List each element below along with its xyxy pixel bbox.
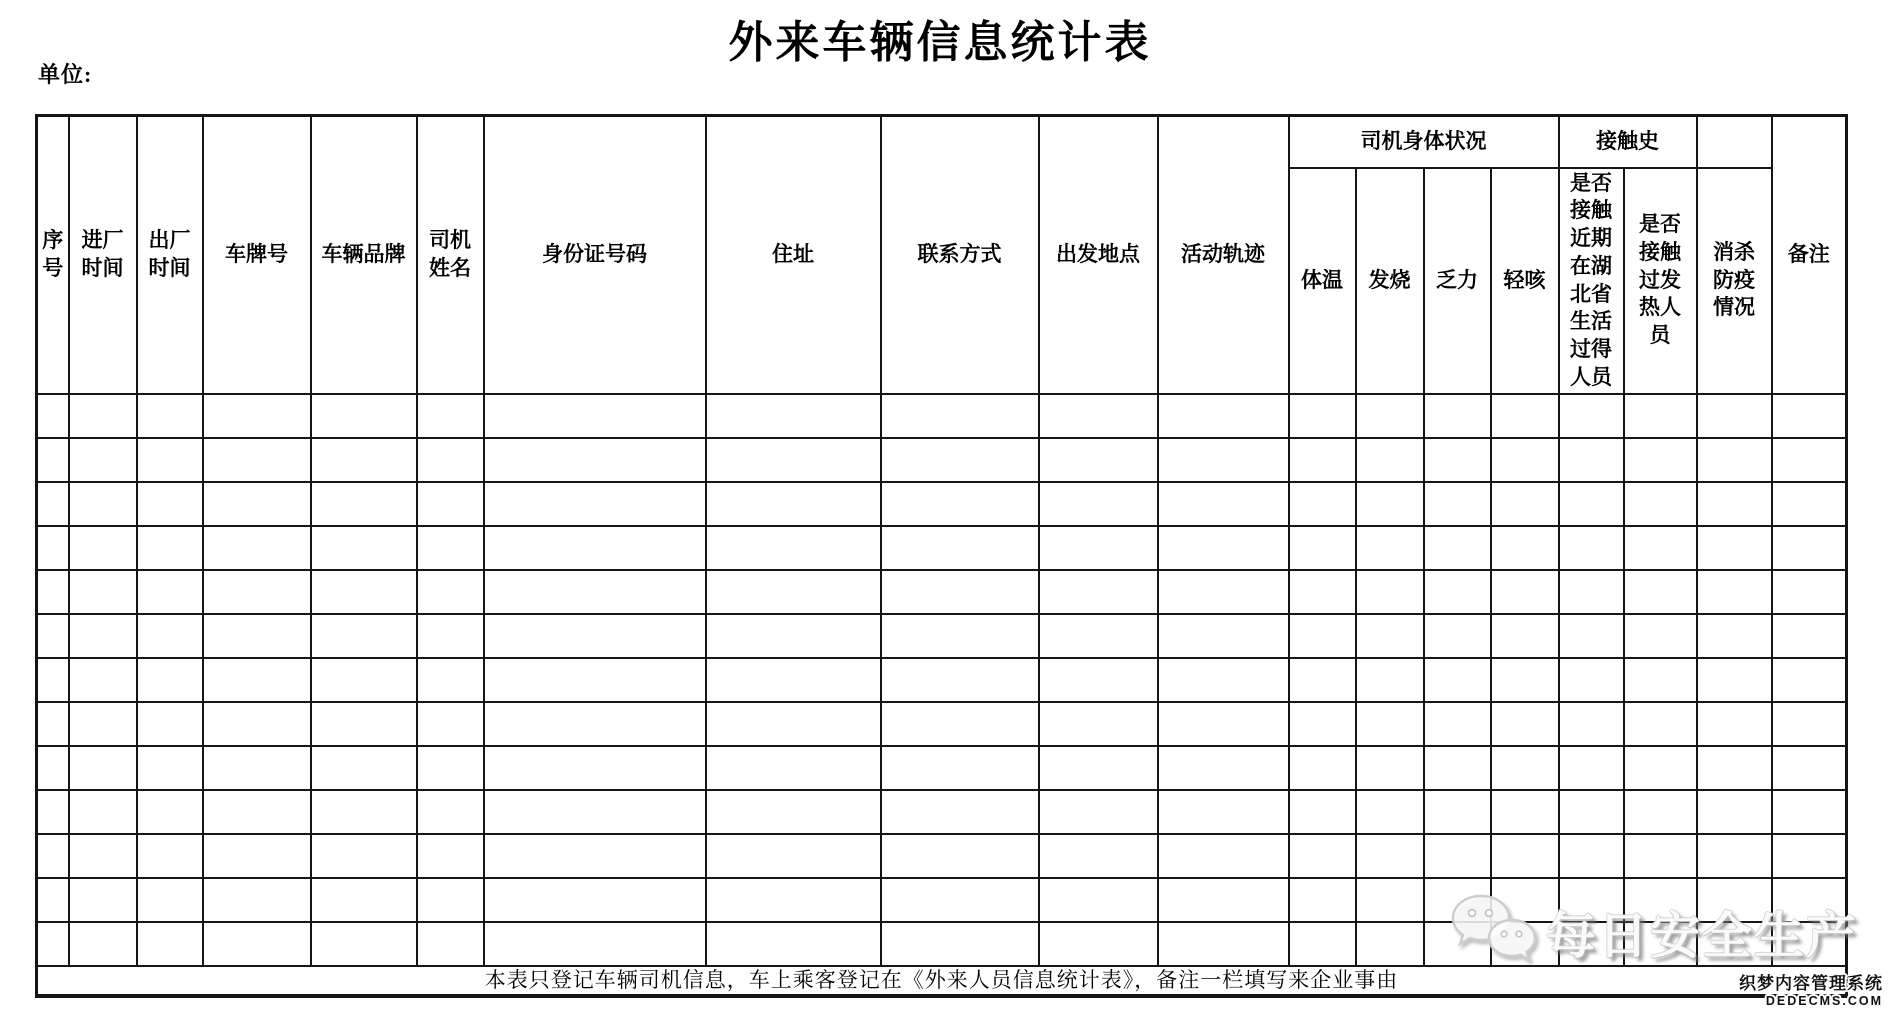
- data-cell-activity-track: [1158, 658, 1289, 702]
- data-cell-cough: [1491, 570, 1559, 614]
- data-cell-vehicle-brand: [311, 746, 417, 790]
- data-cell-vehicle-brand: [311, 614, 417, 658]
- data-cell-hubei-contact: [1559, 658, 1624, 702]
- column-header-remarks: 备注: [1772, 116, 1847, 394]
- data-cell-fever-contact: [1624, 834, 1697, 878]
- data-cell-driver-name: [417, 438, 484, 482]
- data-cell-address: [706, 746, 881, 790]
- data-cell-fatigue: [1424, 702, 1491, 746]
- data-row: [37, 790, 1847, 834]
- data-cell-plate-number: [203, 790, 311, 834]
- data-cell-fatigue: [1424, 834, 1491, 878]
- column-header-plate-number: 车牌号: [203, 116, 311, 394]
- data-cell-exit-time: [137, 746, 203, 790]
- data-cell-cough: [1491, 746, 1559, 790]
- data-cell-disinfection: [1697, 702, 1772, 746]
- data-cell-address: [706, 834, 881, 878]
- data-cell-vehicle-brand: [311, 702, 417, 746]
- data-cell-id-number: [484, 878, 706, 922]
- data-cell-fever: [1356, 570, 1424, 614]
- data-cell-id-number: [484, 394, 706, 438]
- data-cell-hubei-contact: [1559, 878, 1624, 922]
- data-cell-disinfection: [1697, 438, 1772, 482]
- data-cell-plate-number: [203, 614, 311, 658]
- data-cell-activity-track: [1158, 746, 1289, 790]
- data-cell-driver-name: [417, 922, 484, 966]
- data-cell-fever: [1356, 482, 1424, 526]
- data-cell-driver-name: [417, 394, 484, 438]
- data-cell-temperature: [1289, 790, 1356, 834]
- data-row: [37, 482, 1847, 526]
- data-cell-entry-time: [69, 702, 137, 746]
- data-cell-entry-time: [69, 746, 137, 790]
- data-cell-remarks: [1772, 922, 1847, 966]
- data-cell-id-number: [484, 790, 706, 834]
- data-cell-exit-time: [137, 614, 203, 658]
- column-header-disinfection-label: 消杀防疫情况: [1713, 239, 1755, 320]
- data-cell-vehicle-brand: [311, 878, 417, 922]
- data-row: [37, 746, 1847, 790]
- data-cell-cough: [1491, 394, 1559, 438]
- column-header-fever-contact-label: 是否接触过发热人员: [1639, 212, 1681, 348]
- data-cell-seq: [37, 438, 69, 482]
- group-header-driver-health: 司机身体状况: [1289, 116, 1559, 168]
- data-row: [37, 922, 1847, 966]
- data-cell-contact: [881, 614, 1039, 658]
- data-cell-vehicle-brand: [311, 658, 417, 702]
- data-cell-seq: [37, 746, 69, 790]
- data-cell-temperature: [1289, 394, 1356, 438]
- data-cell-fatigue: [1424, 746, 1491, 790]
- column-header-cough: 轻咳: [1491, 168, 1559, 394]
- empty-header-cell: [1697, 116, 1772, 168]
- table-footer: [37, 966, 1847, 996]
- data-cell-fever-contact: [1624, 922, 1697, 966]
- data-cell-hubei-contact: [1559, 702, 1624, 746]
- data-cell-address: [706, 702, 881, 746]
- data-cell-plate-number: [203, 834, 311, 878]
- data-cell-cough: [1491, 878, 1559, 922]
- data-cell-departure-place: [1039, 702, 1158, 746]
- data-cell-exit-time: [137, 834, 203, 878]
- data-cell-fatigue: [1424, 878, 1491, 922]
- data-cell-contact: [881, 746, 1039, 790]
- data-cell-vehicle-brand: [311, 482, 417, 526]
- data-cell-fever-contact: [1624, 438, 1697, 482]
- data-cell-remarks: [1772, 526, 1847, 570]
- data-cell-fever: [1356, 438, 1424, 482]
- data-cell-hubei-contact: [1559, 746, 1624, 790]
- data-cell-entry-time: [69, 614, 137, 658]
- data-cell-temperature: [1289, 526, 1356, 570]
- data-cell-contact: [881, 878, 1039, 922]
- column-header-seq: 序号: [37, 116, 69, 394]
- data-cell-fatigue: [1424, 570, 1491, 614]
- footer-note: 本表只登记车辆司机信息，车上乘客登记在《外来人员信息统计表》，备注一栏填写来企业事由: [37, 966, 1847, 996]
- data-cell-disinfection: [1697, 526, 1772, 570]
- data-cell-cough: [1491, 702, 1559, 746]
- data-cell-hubei-contact: [1559, 790, 1624, 834]
- data-cell-fatigue: [1424, 922, 1491, 966]
- data-cell-entry-time: [69, 834, 137, 878]
- data-cell-fatigue: [1424, 614, 1491, 658]
- column-header-activity-track: 活动轨迹: [1158, 116, 1289, 394]
- data-cell-activity-track: [1158, 790, 1289, 834]
- data-cell-departure-place: [1039, 790, 1158, 834]
- data-cell-fever-contact: [1624, 702, 1697, 746]
- data-cell-fatigue: [1424, 526, 1491, 570]
- data-cell-id-number: [484, 834, 706, 878]
- data-row: [37, 878, 1847, 922]
- data-cell-disinfection: [1697, 922, 1772, 966]
- data-cell-contact: [881, 834, 1039, 878]
- data-cell-contact: [881, 438, 1039, 482]
- data-cell-seq: [37, 482, 69, 526]
- data-cell-cough: [1491, 834, 1559, 878]
- data-cell-fever-contact: [1624, 614, 1697, 658]
- data-row: [37, 394, 1847, 438]
- data-cell-fatigue: [1424, 394, 1491, 438]
- data-cell-activity-track: [1158, 614, 1289, 658]
- data-row: [37, 570, 1847, 614]
- data-row: [37, 438, 1847, 482]
- data-cell-remarks: [1772, 658, 1847, 702]
- column-header-fever: 发烧: [1356, 168, 1424, 394]
- data-cell-seq: [37, 570, 69, 614]
- data-cell-seq: [37, 526, 69, 570]
- data-cell-exit-time: [137, 526, 203, 570]
- data-cell-vehicle-brand: [311, 438, 417, 482]
- column-header-entry-time: 进厂时间: [69, 116, 137, 394]
- data-cell-activity-track: [1158, 526, 1289, 570]
- data-cell-driver-name: [417, 482, 484, 526]
- data-cell-entry-time: [69, 878, 137, 922]
- data-cell-exit-time: [137, 438, 203, 482]
- data-cell-departure-place: [1039, 438, 1158, 482]
- data-cell-vehicle-brand: [311, 570, 417, 614]
- data-cell-hubei-contact: [1559, 614, 1624, 658]
- data-cell-disinfection: [1697, 570, 1772, 614]
- data-cell-contact: [881, 790, 1039, 834]
- data-cell-seq: [37, 614, 69, 658]
- data-cell-remarks: [1772, 702, 1847, 746]
- data-cell-exit-time: [137, 482, 203, 526]
- data-cell-activity-track: [1158, 922, 1289, 966]
- data-cell-entry-time: [69, 482, 137, 526]
- column-header-fatigue: 乏力: [1424, 168, 1491, 394]
- data-cell-cough: [1491, 482, 1559, 526]
- data-cell-disinfection: [1697, 834, 1772, 878]
- data-cell-activity-track: [1158, 702, 1289, 746]
- page-title: 外来车辆信息统计表: [728, 18, 1152, 67]
- data-cell-remarks: [1772, 394, 1847, 438]
- data-cell-fatigue: [1424, 658, 1491, 702]
- data-cell-hubei-contact: [1559, 834, 1624, 878]
- data-cell-cough: [1491, 658, 1559, 702]
- data-cell-hubei-contact: [1559, 570, 1624, 614]
- table-header: [37, 116, 1847, 394]
- data-cell-temperature: [1289, 922, 1356, 966]
- vehicle-info-table-wrapper: [35, 114, 1848, 998]
- data-cell-disinfection: [1697, 746, 1772, 790]
- vehicle-info-table: [35, 114, 1848, 998]
- data-cell-activity-track: [1158, 834, 1289, 878]
- data-cell-temperature: [1289, 746, 1356, 790]
- data-cell-disinfection: [1697, 614, 1772, 658]
- column-header-id-number: 身份证号码: [484, 116, 706, 394]
- data-cell-disinfection: [1697, 658, 1772, 702]
- data-cell-id-number: [484, 526, 706, 570]
- column-header-exit-time: 出厂时间: [137, 116, 203, 394]
- data-cell-cough: [1491, 438, 1559, 482]
- data-cell-address: [706, 438, 881, 482]
- data-cell-plate-number: [203, 526, 311, 570]
- data-cell-id-number: [484, 438, 706, 482]
- data-row: [37, 834, 1847, 878]
- column-header-fever-contact: [1624, 168, 1697, 394]
- data-cell-exit-time: [137, 658, 203, 702]
- data-cell-activity-track: [1158, 482, 1289, 526]
- data-cell-departure-place: [1039, 526, 1158, 570]
- data-cell-entry-time: [69, 570, 137, 614]
- data-cell-driver-name: [417, 614, 484, 658]
- data-cell-fever-contact: [1624, 482, 1697, 526]
- column-header-driver-name: 司机姓名: [417, 116, 484, 394]
- data-cell-seq: [37, 658, 69, 702]
- data-cell-fever-contact: [1624, 746, 1697, 790]
- data-cell-departure-place: [1039, 482, 1158, 526]
- data-cell-seq: [37, 394, 69, 438]
- data-cell-fatigue: [1424, 790, 1491, 834]
- data-cell-plate-number: [203, 570, 311, 614]
- data-cell-driver-name: [417, 526, 484, 570]
- data-cell-temperature: [1289, 438, 1356, 482]
- data-cell-fever-contact: [1624, 394, 1697, 438]
- data-cell-address: [706, 614, 881, 658]
- data-cell-disinfection: [1697, 790, 1772, 834]
- data-cell-exit-time: [137, 702, 203, 746]
- column-header-hubei-contact-label: 是否接触近期在湖北省生活过得人员: [1570, 170, 1612, 389]
- data-cell-cough: [1491, 922, 1559, 966]
- data-cell-fever: [1356, 790, 1424, 834]
- data-cell-hubei-contact: [1559, 394, 1624, 438]
- data-cell-id-number: [484, 702, 706, 746]
- data-cell-plate-number: [203, 922, 311, 966]
- cms-watermark-line1: 织梦内容管理系统: [1739, 974, 1883, 993]
- column-header-address: 住址: [706, 116, 881, 394]
- data-cell-id-number: [484, 570, 706, 614]
- data-cell-fever: [1356, 658, 1424, 702]
- data-cell-contact: [881, 658, 1039, 702]
- data-cell-vehicle-brand: [311, 834, 417, 878]
- data-cell-exit-time: [137, 878, 203, 922]
- data-cell-departure-place: [1039, 614, 1158, 658]
- column-header-disinfection: [1697, 168, 1772, 394]
- data-cell-temperature: [1289, 834, 1356, 878]
- data-row: [37, 526, 1847, 570]
- data-cell-fever: [1356, 878, 1424, 922]
- data-cell-remarks: [1772, 790, 1847, 834]
- data-cell-driver-name: [417, 658, 484, 702]
- data-cell-fever-contact: [1624, 790, 1697, 834]
- data-cell-contact: [881, 570, 1039, 614]
- data-cell-temperature: [1289, 614, 1356, 658]
- data-cell-entry-time: [69, 394, 137, 438]
- data-cell-exit-time: [137, 570, 203, 614]
- column-header-temperature: 体温: [1289, 168, 1356, 394]
- data-cell-driver-name: [417, 702, 484, 746]
- data-cell-vehicle-brand: [311, 526, 417, 570]
- data-cell-plate-number: [203, 878, 311, 922]
- data-cell-temperature: [1289, 878, 1356, 922]
- data-cell-driver-name: [417, 790, 484, 834]
- data-cell-address: [706, 394, 881, 438]
- data-cell-fever-contact: [1624, 570, 1697, 614]
- data-cell-activity-track: [1158, 570, 1289, 614]
- data-cell-fever: [1356, 526, 1424, 570]
- data-cell-address: [706, 482, 881, 526]
- data-cell-seq: [37, 790, 69, 834]
- data-cell-vehicle-brand: [311, 922, 417, 966]
- data-cell-departure-place: [1039, 570, 1158, 614]
- data-cell-address: [706, 878, 881, 922]
- data-cell-contact: [881, 922, 1039, 966]
- data-cell-hubei-contact: [1559, 482, 1624, 526]
- data-cell-disinfection: [1697, 878, 1772, 922]
- data-cell-contact: [881, 482, 1039, 526]
- data-cell-hubei-contact: [1559, 526, 1624, 570]
- data-cell-departure-place: [1039, 834, 1158, 878]
- data-cell-remarks: [1772, 746, 1847, 790]
- data-cell-address: [706, 570, 881, 614]
- data-cell-entry-time: [69, 658, 137, 702]
- data-cell-id-number: [484, 614, 706, 658]
- data-cell-exit-time: [137, 790, 203, 834]
- data-cell-temperature: [1289, 658, 1356, 702]
- data-cell-activity-track: [1158, 394, 1289, 438]
- data-cell-fever: [1356, 702, 1424, 746]
- data-row: [37, 614, 1847, 658]
- data-cell-departure-place: [1039, 394, 1158, 438]
- data-cell-remarks: [1772, 878, 1847, 922]
- data-cell-driver-name: [417, 570, 484, 614]
- data-cell-remarks: [1772, 438, 1847, 482]
- data-cell-contact: [881, 526, 1039, 570]
- column-header-vehicle-brand: 车辆品牌: [311, 116, 417, 394]
- data-cell-fever-contact: [1624, 526, 1697, 570]
- data-cell-address: [706, 526, 881, 570]
- data-cell-entry-time: [69, 438, 137, 482]
- data-cell-fever: [1356, 394, 1424, 438]
- column-header-hubei-contact: [1559, 168, 1624, 394]
- data-cell-remarks: [1772, 482, 1847, 526]
- data-cell-contact: [881, 702, 1039, 746]
- data-cell-fever: [1356, 834, 1424, 878]
- data-cell-entry-time: [69, 526, 137, 570]
- data-cell-activity-track: [1158, 438, 1289, 482]
- data-cell-departure-place: [1039, 746, 1158, 790]
- data-row: [37, 658, 1847, 702]
- data-cell-driver-name: [417, 878, 484, 922]
- data-cell-cough: [1491, 526, 1559, 570]
- data-cell-exit-time: [137, 922, 203, 966]
- data-cell-address: [706, 790, 881, 834]
- data-cell-hubei-contact: [1559, 438, 1624, 482]
- data-cell-seq: [37, 878, 69, 922]
- data-cell-cough: [1491, 790, 1559, 834]
- data-cell-id-number: [484, 482, 706, 526]
- data-cell-address: [706, 922, 881, 966]
- data-cell-fever: [1356, 746, 1424, 790]
- data-cell-id-number: [484, 922, 706, 966]
- data-cell-vehicle-brand: [311, 394, 417, 438]
- data-cell-driver-name: [417, 746, 484, 790]
- data-cell-seq: [37, 922, 69, 966]
- data-cell-entry-time: [69, 922, 137, 966]
- data-cell-exit-time: [137, 394, 203, 438]
- data-cell-disinfection: [1697, 394, 1772, 438]
- data-cell-plate-number: [203, 394, 311, 438]
- data-cell-plate-number: [203, 746, 311, 790]
- column-header-contact: 联系方式: [881, 116, 1039, 394]
- data-cell-driver-name: [417, 834, 484, 878]
- cms-watermark-line2: DEDECMS.COM: [1765, 994, 1883, 1008]
- data-cell-plate-number: [203, 438, 311, 482]
- data-cell-disinfection: [1697, 482, 1772, 526]
- data-cell-fever: [1356, 614, 1424, 658]
- data-cell-departure-place: [1039, 878, 1158, 922]
- data-cell-remarks: [1772, 614, 1847, 658]
- unit-label: 单位:: [38, 62, 93, 87]
- data-cell-plate-number: [203, 482, 311, 526]
- table-body: [37, 394, 1847, 966]
- data-cell-fever: [1356, 922, 1424, 966]
- data-cell-address: [706, 658, 881, 702]
- data-cell-vehicle-brand: [311, 790, 417, 834]
- data-row: [37, 702, 1847, 746]
- data-cell-id-number: [484, 746, 706, 790]
- data-cell-cough: [1491, 614, 1559, 658]
- data-cell-fever-contact: [1624, 658, 1697, 702]
- data-cell-hubei-contact: [1559, 922, 1624, 966]
- data-cell-fatigue: [1424, 482, 1491, 526]
- data-cell-entry-time: [69, 790, 137, 834]
- brand-watermark-text: 每日安全生产: [1546, 908, 1858, 964]
- data-cell-temperature: [1289, 570, 1356, 614]
- data-cell-seq: [37, 702, 69, 746]
- data-cell-plate-number: [203, 658, 311, 702]
- data-cell-fatigue: [1424, 438, 1491, 482]
- data-cell-fever-contact: [1624, 878, 1697, 922]
- group-header-contact-history: 接触史: [1559, 116, 1697, 168]
- data-cell-remarks: [1772, 570, 1847, 614]
- data-cell-seq: [37, 834, 69, 878]
- data-cell-temperature: [1289, 702, 1356, 746]
- data-cell-remarks: [1772, 834, 1847, 878]
- data-cell-departure-place: [1039, 922, 1158, 966]
- data-cell-contact: [881, 394, 1039, 438]
- column-header-departure-place: 出发地点: [1039, 116, 1158, 394]
- data-cell-departure-place: [1039, 658, 1158, 702]
- data-cell-temperature: [1289, 482, 1356, 526]
- data-cell-activity-track: [1158, 878, 1289, 922]
- data-cell-id-number: [484, 658, 706, 702]
- data-cell-plate-number: [203, 702, 311, 746]
